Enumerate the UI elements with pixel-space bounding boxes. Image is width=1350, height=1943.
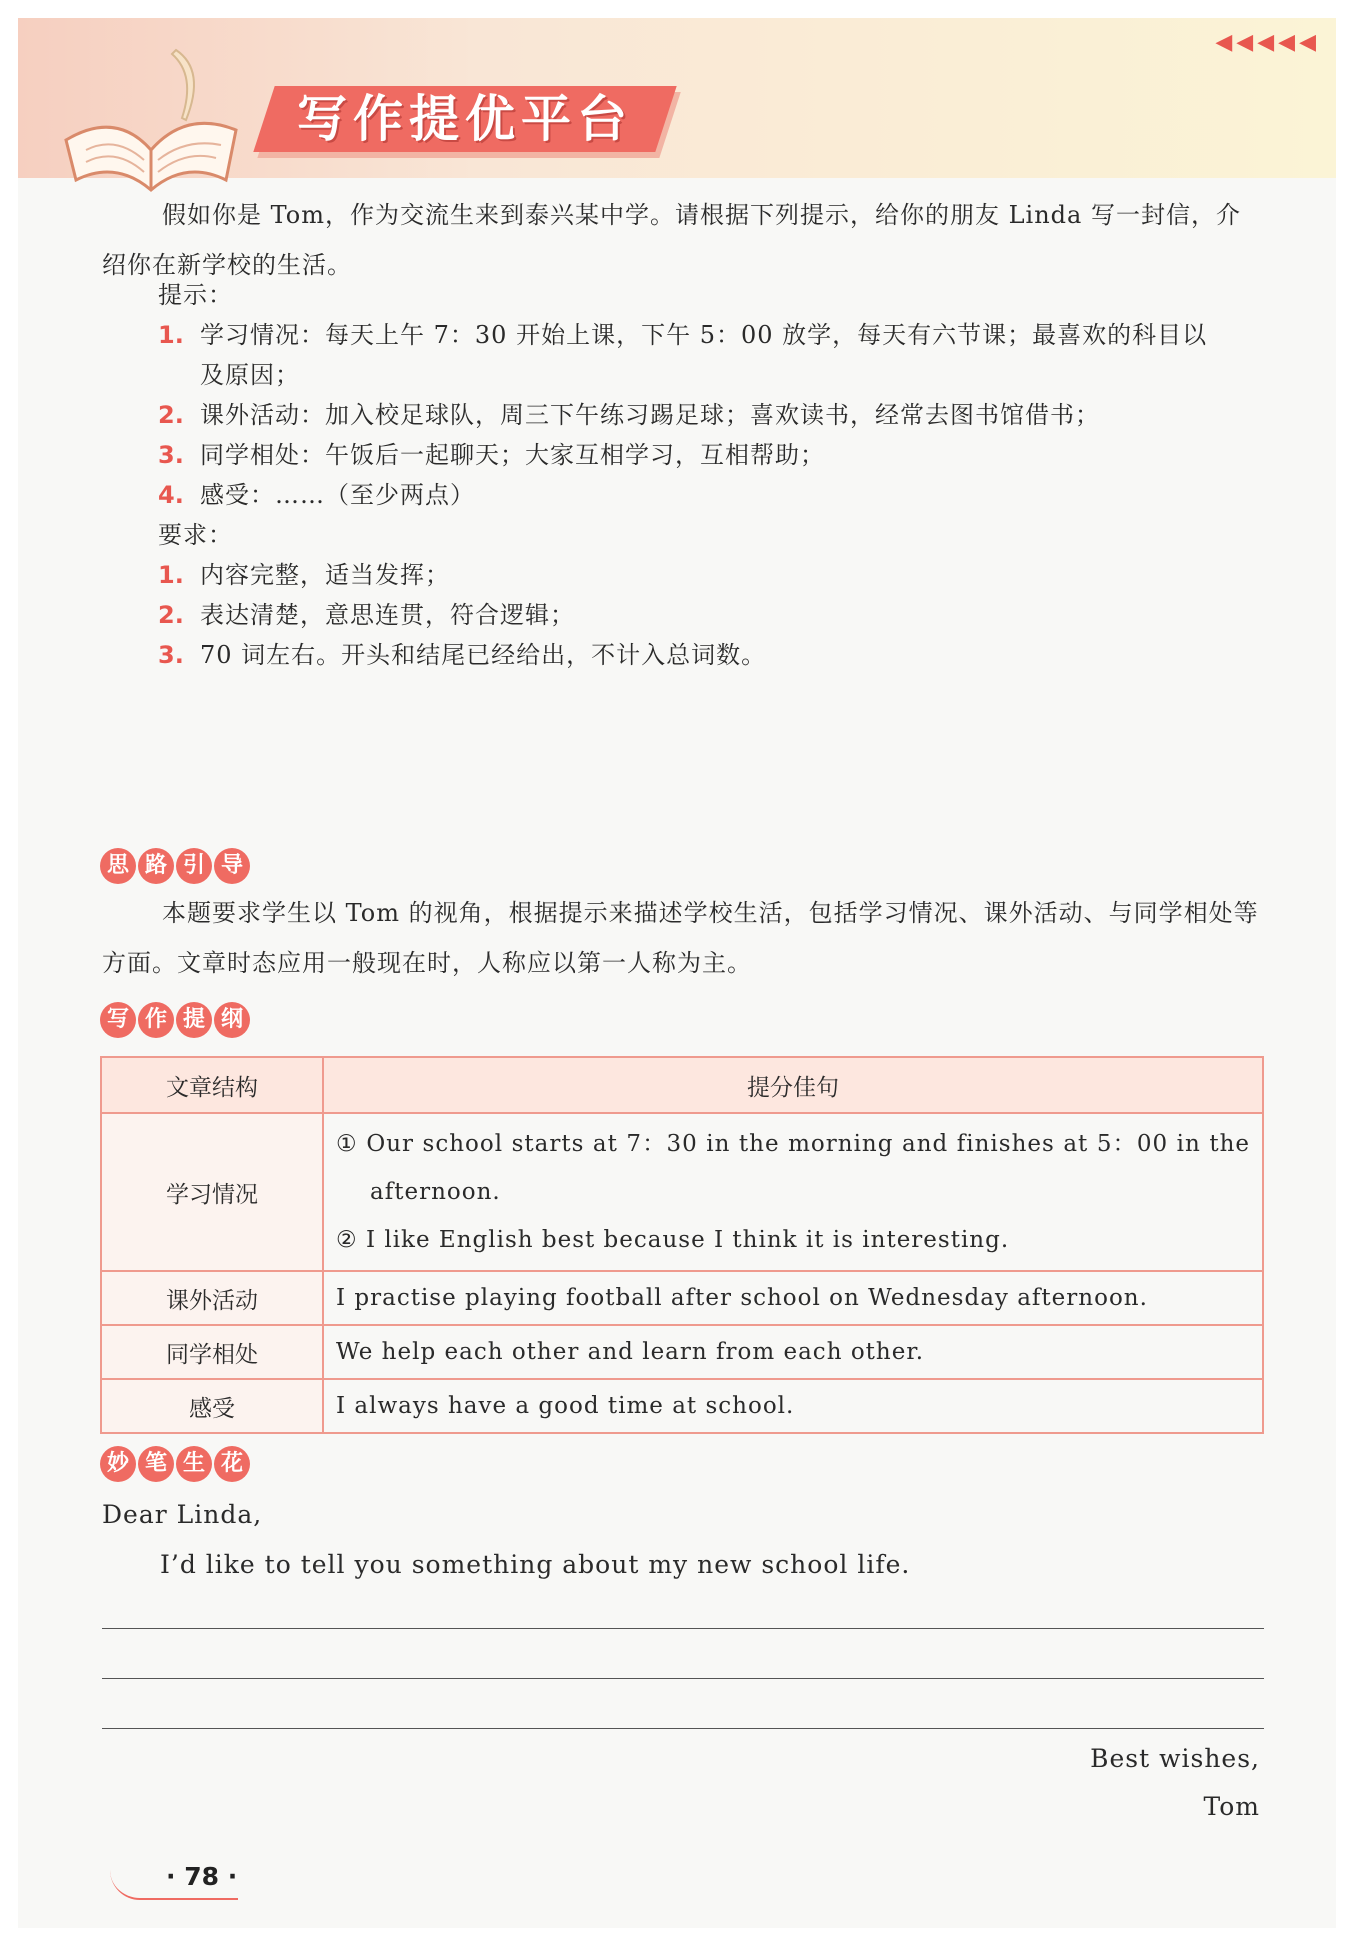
letter-salutation: Dear Linda, (102, 1500, 263, 1529)
table-row (101, 1379, 1263, 1433)
section-tag-guide: 思 路 引 导 (100, 848, 250, 884)
row-content: ① Our school starts at 7：30 in the morning and finishes at 5：00 in the afternoon. ② I like English best because I think it is interesting. (323, 1113, 1263, 1271)
row-label: 课外活动 (101, 1271, 323, 1325)
writing-outline-table (100, 1056, 1264, 1434)
open-book-icon (56, 30, 246, 200)
hint-number: 2. (158, 401, 184, 429)
hints-label: 提示： (158, 281, 233, 309)
section-tag-writing: 妙 笔 生 花 (100, 1446, 250, 1482)
requirement-number: 2. (158, 601, 184, 629)
table-row (101, 1113, 1263, 1271)
guide-text: 本题要求学生以 Tom 的视角，根据提示来描述学校生活，包括学习情况、课外活动、与同学相处等方面。文章时态应用一般现在时，人称应以第一人称为主。 (102, 899, 1259, 977)
row-label: 感受 (101, 1379, 323, 1433)
hint-number: 4. (158, 481, 184, 509)
column-header-sentences: 提分佳句 (323, 1057, 1263, 1113)
row-content: We help each other and learn from each other. (323, 1325, 1263, 1379)
hint-number: 3. (158, 441, 184, 469)
requirement-number: 1. (158, 561, 184, 589)
hint-text: 学习情况：每天上午 7：30 开始上课，下午 5：00 放学，每天有六节课；最喜欢的科目以 (200, 321, 1208, 349)
table-header-row (101, 1057, 1263, 1113)
letter-closing: Best wishes, (1090, 1744, 1260, 1773)
requirement-text: 内容完整，适当发挥； (200, 561, 450, 589)
requirements-label: 要求： (158, 521, 233, 549)
hint-text: 课外活动：加入校足球队，周三下午练习踢足球；喜欢读书，经常去图书馆借书； (200, 401, 1100, 429)
column-header-structure: 文章结构 (101, 1057, 323, 1113)
task-intro: 假如你是 Tom，作为交流生来到泰兴某中学。请根据下列提示，给你的朋友 Linda 写一封信，介绍你在新学校的生活。 (102, 201, 1241, 279)
page-title: 写作提优平台 (253, 86, 676, 152)
table-row (101, 1325, 1263, 1379)
requirement-text: 表达清楚，意思连贯，符合逻辑； (200, 601, 575, 629)
chevron-decoration-icon: ◀◀◀◀◀ (1215, 30, 1320, 55)
requirement-number: 3. (158, 641, 184, 669)
hint-text: 感受：……（至少两点） (200, 481, 475, 509)
letter-signature: Tom (1203, 1792, 1260, 1821)
hint-text-continued: 及原因； (200, 361, 300, 389)
table-row (101, 1271, 1263, 1325)
requirement-text: 70 词左右。开头和结尾已经给出，不计入总词数。 (200, 641, 767, 669)
row-label: 学习情况 (101, 1113, 323, 1271)
hint-number: 1. (158, 321, 184, 349)
writing-line[interactable] (102, 1628, 1264, 1629)
letter-opening: I’d like to tell you something about my new school life. (160, 1550, 911, 1579)
section-tag-outline: 写 作 提 纲 (100, 1002, 250, 1038)
writing-line[interactable] (102, 1678, 1264, 1679)
hint-text: 同学相处：午饭后一起聊天；大家互相学习，互相帮助； (200, 441, 825, 469)
row-label: 同学相处 (101, 1325, 323, 1379)
page-number: · 78 · (110, 1862, 238, 1900)
row-content: I always have a good time at school. (323, 1379, 1263, 1433)
row-content: I practise playing football after school on Wednesday afternoon. (323, 1271, 1263, 1325)
writing-line[interactable] (102, 1728, 1264, 1729)
